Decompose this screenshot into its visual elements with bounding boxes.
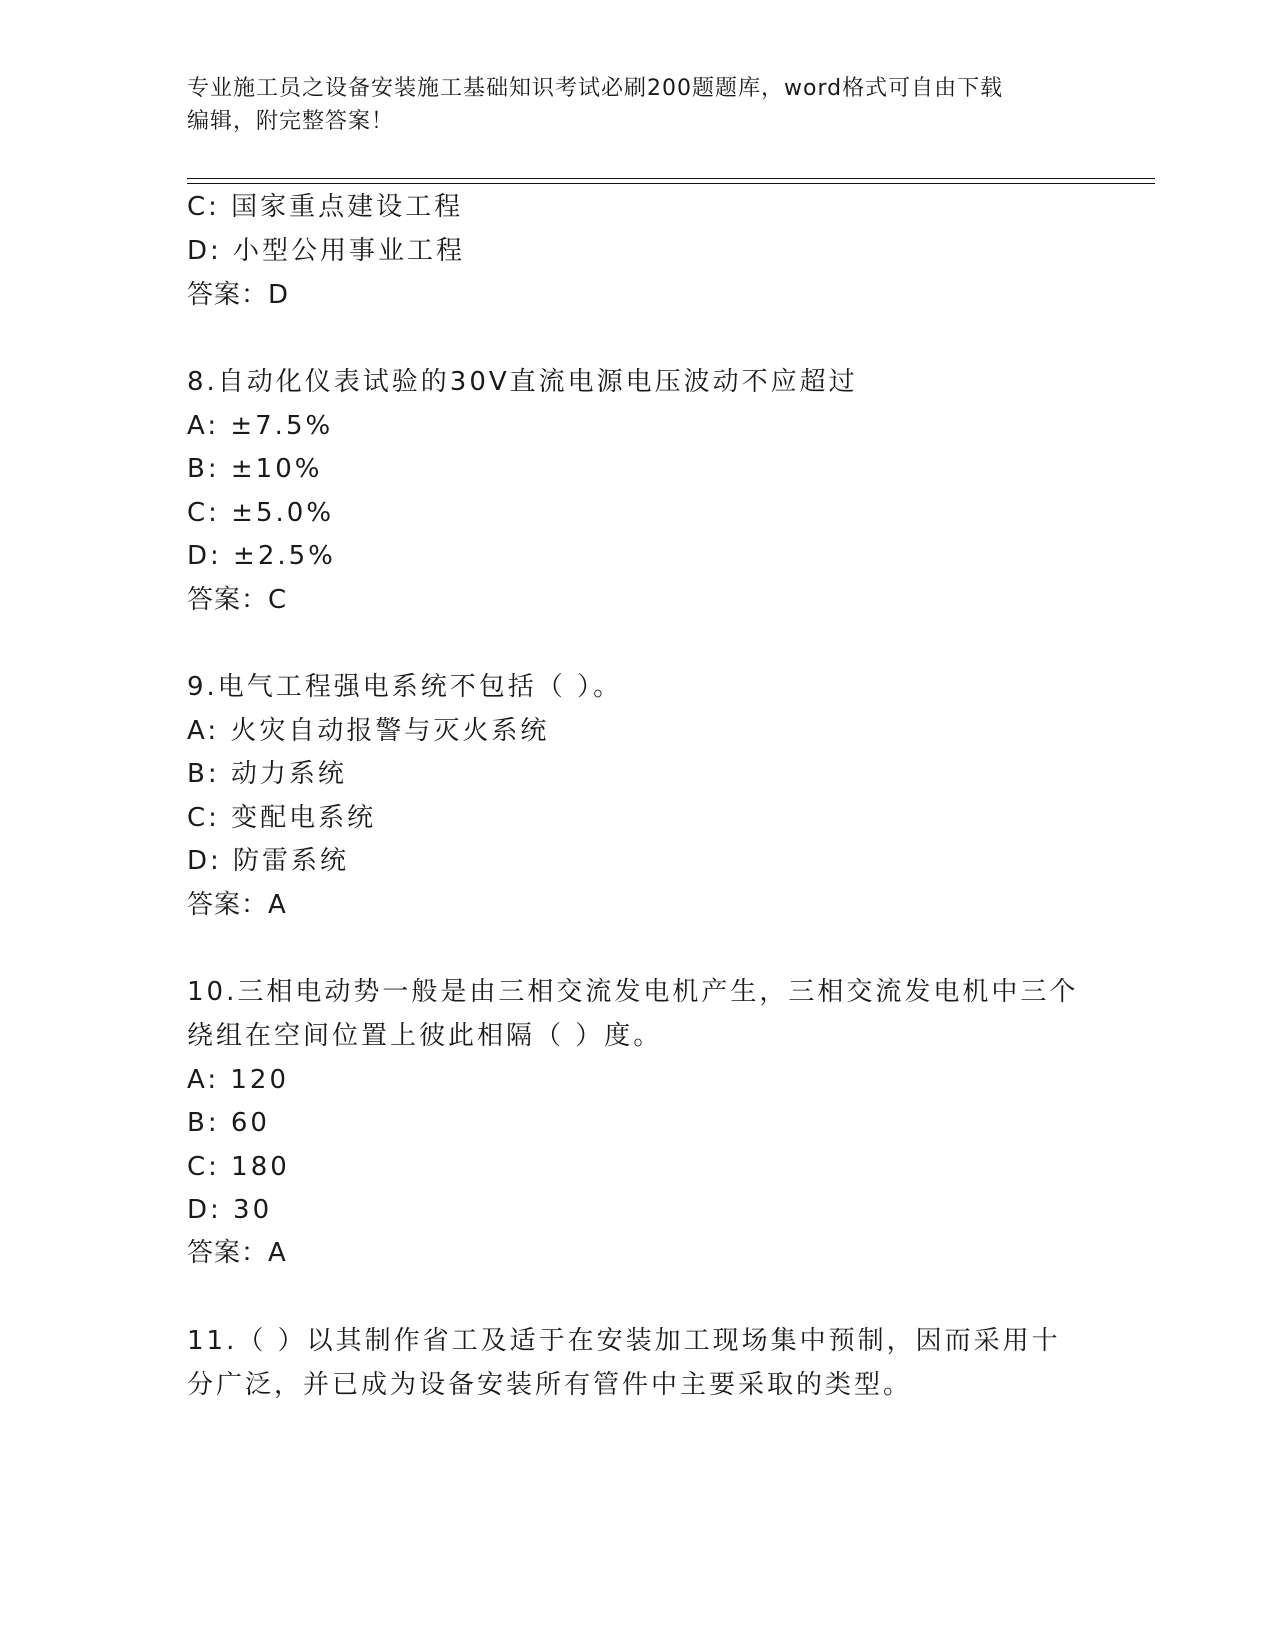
option-b: B: 动力系统 bbox=[187, 759, 347, 789]
header-title-line-2: 编辑，附完整答案！ bbox=[187, 109, 395, 134]
document-header bbox=[187, 72, 1087, 138]
option-a: A: 120 bbox=[187, 1065, 289, 1095]
option-b: B: ±10% bbox=[187, 454, 323, 484]
question-stem: 9.电气工程强电系统不包括（ ）。 bbox=[187, 672, 623, 702]
option-c: C: 变配电系统 bbox=[187, 803, 377, 833]
question-stem: 8.自动化仪表试验的30V直流电源电压波动不应超过 bbox=[187, 367, 858, 397]
header-divider-top bbox=[187, 178, 1155, 179]
option-d: D: 小型公用事业工程 bbox=[187, 236, 466, 266]
option-d: D: 防雷系统 bbox=[187, 846, 350, 876]
option-a: A: 火灾自动报警与灭火系统 bbox=[187, 716, 550, 746]
answer-line: 答案：A bbox=[187, 890, 287, 920]
header-divider-bottom bbox=[187, 183, 1155, 184]
answer-line: 答案：D bbox=[187, 280, 290, 310]
option-c: C: ±5.0% bbox=[187, 498, 335, 528]
option-c: C: 国家重点建设工程 bbox=[187, 192, 464, 222]
option-c: C: 180 bbox=[187, 1152, 290, 1182]
answer-line: 答案：A bbox=[187, 1238, 287, 1268]
option-a: A: ±7.5% bbox=[187, 411, 334, 441]
question-stem-continued: 绕组在空间位置上彼此相隔（ ）度。 bbox=[187, 1021, 663, 1051]
option-d: D: 30 bbox=[187, 1195, 273, 1225]
question-stem-continued: 分广泛，并已成为设备安装所有管件中主要采取的类型。 bbox=[187, 1370, 913, 1400]
option-d: D: ±2.5% bbox=[187, 541, 336, 571]
header-title-line-1: 专业施工员之设备安装施工基础知识考试必刷200题题库，word格式可自由下载 bbox=[187, 76, 1004, 101]
question-stem: 10.三相电动势一般是由三相交流发电机产生，三相交流发电机中三个 bbox=[187, 977, 1079, 1007]
option-b: B: 60 bbox=[187, 1108, 270, 1138]
answer-line: 答案：C bbox=[187, 585, 288, 615]
question-stem: 11.（ ）以其制作省工及适于在安装加工现场集中预制，因而采用十 bbox=[187, 1326, 1061, 1356]
